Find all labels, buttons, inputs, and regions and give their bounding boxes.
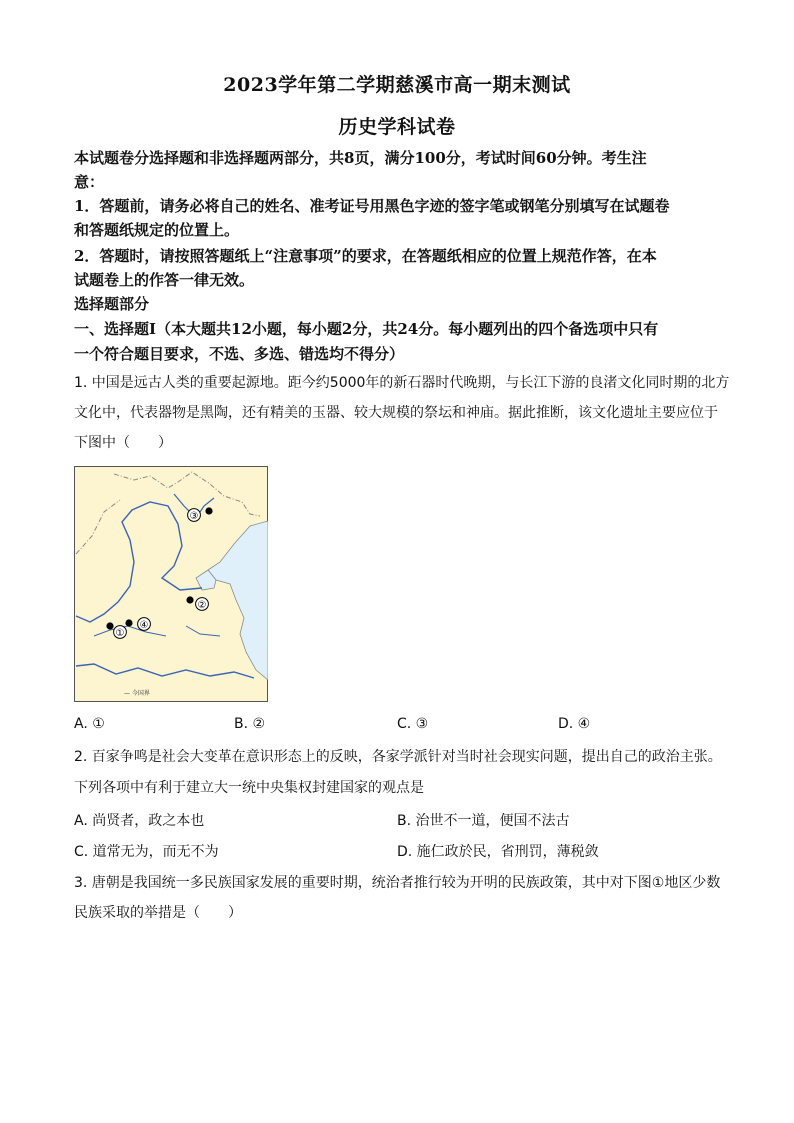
section-heading-line-2: 一个符合题目要求，不选、多选、错选均不得分） — [74, 345, 405, 363]
question-2-option-c: C. 道常无为，而无不为 — [74, 844, 219, 860]
intro-line-2: 意： — [74, 173, 105, 191]
map-marker-3: ③ — [189, 511, 199, 522]
map-site-4-dot — [125, 619, 132, 626]
question-2-line-1: 2. 百家争鸣是社会大变革在意识形态上的反映，各家学派针对当时社会现实问题，提出自己的政治主张。 — [74, 749, 722, 765]
question-1-map — [74, 466, 268, 702]
question-2-option-a: A. 尚贤者，政之本也 — [74, 813, 205, 829]
map-legend: — 今国界 — [124, 690, 150, 697]
instruction-2-line-1: 2．答题时，请按照答题纸上“注意事项”的要求，在答题纸相应的位置上规范作答，在本 — [74, 247, 657, 265]
question-3-line-1: 3. 唐朝是我国统一多民族国家发展的重要时期，统治者推行较为开明的民族政策，其中对下图①地区少数 — [74, 875, 721, 891]
map-figure — [74, 466, 268, 702]
question-1-option-c: C. ③ — [397, 716, 429, 732]
question-1-option-d: D. ④ — [558, 716, 591, 732]
question-3-line-2: 民族采取的举措是（ ） — [74, 905, 242, 921]
question-2-option-d: D. 施仁政於民，省刑罚，薄税敛 — [397, 844, 599, 860]
section-heading-line-1: 一、选择题Ⅰ（本大题共12小题，每小题2分，共24分。每小题列出的四个备选项中只有 — [74, 320, 659, 338]
exam-subtitle: 历史学科试卷 — [338, 116, 456, 138]
question-1-line-3: 下图中（ ） — [74, 435, 172, 451]
question-2-option-b: B. 治世不一道，便国不法古 — [397, 813, 570, 829]
instruction-2-line-2: 试题卷上的作答一律无效。 — [74, 271, 255, 289]
section-part-title: 选择题部分 — [74, 295, 150, 313]
map-marker-1: ① — [115, 628, 125, 639]
map-marker-2: ② — [197, 600, 207, 611]
instruction-1-line-1: 1．答题前，请务必将自己的姓名、准考证号用黑色字迹的签字笔或钢笔分别填写在试题卷 — [74, 197, 670, 215]
question-1-line-1: 1. 中国是远古人类的重要起源地。距今约5000年的新石器时代晚期，与长江下游的良渚文化同时期的北方 — [74, 375, 730, 391]
intro-line-1: 本试题卷分选择题和非选择题两部分，共8页，满分100分，考试时间60分钟。考生注 — [74, 149, 647, 167]
instruction-1-line-2: 和答题纸规定的位置上。 — [74, 221, 240, 239]
map-site-2-dot — [186, 596, 193, 603]
map-site-3-dot — [205, 507, 212, 514]
question-2-line-2: 下列各项中有利于建立大一统中央集权封建国家的观点是 — [74, 780, 424, 796]
question-1-option-a: A. ① — [74, 716, 105, 732]
question-1-option-b: B. ② — [234, 716, 266, 732]
exam-title: 2023学年第二学期慈溪市高一期末测试 — [223, 74, 571, 96]
map-site-1-dot — [106, 622, 113, 629]
question-1-line-2: 文化中，代表器物是黑陶，还有精美的玉器、较大规模的祭坛和神庙。据此推断，该文化遗址主要应位于 — [74, 405, 718, 421]
map-marker-4: ④ — [139, 620, 149, 631]
